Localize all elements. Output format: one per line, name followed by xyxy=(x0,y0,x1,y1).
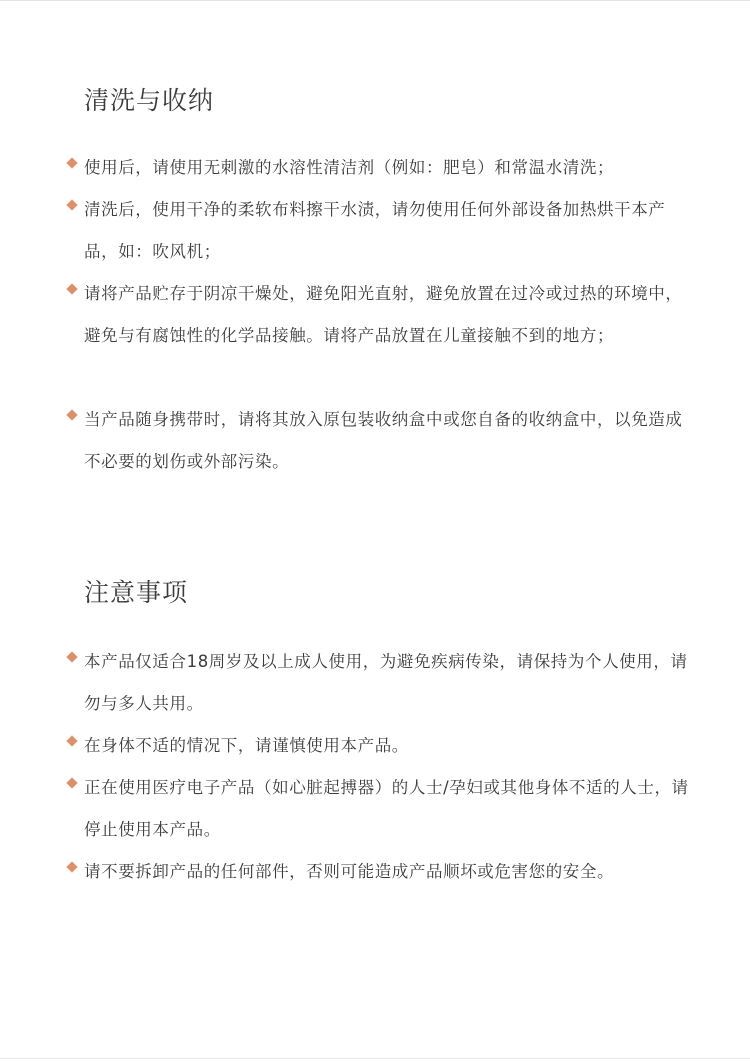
list-item-text: 正在使用医疗电子产品（如心脏起搏器）的人士/孕妇或其他身体不适的人士，请停止使用本产品。 xyxy=(84,778,689,839)
diamond-bullet-icon xyxy=(66,735,77,746)
diamond-bullet-icon xyxy=(66,409,77,420)
diamond-bullet-icon xyxy=(66,199,77,210)
list-item-text: 当产品随身携带时，请将其放入原包装收纳盒中或您自备的收纳盒中，以免造成不必要的划伤或外部污染。 xyxy=(84,410,683,471)
list-item-text: 本产品仅适合18周岁及以上成人使用，为避免疾病传染，请保持为个人使用，请勿与多人共用。 xyxy=(84,652,688,713)
list-item-text: 清洗后，使用干净的柔软布料擦干水渍，请勿使用任何外部设备加热烘干本产品，如：吹风机； xyxy=(84,200,666,261)
section-title-cleaning: 清洗与收纳 xyxy=(84,86,215,115)
section-title-precautions: 注意事项 xyxy=(84,578,189,607)
diamond-bullet-icon xyxy=(66,861,77,872)
diamond-bullet-icon xyxy=(66,777,77,788)
diamond-bullet-icon xyxy=(66,283,77,294)
diamond-bullet-icon xyxy=(66,157,77,168)
diamond-bullet-icon xyxy=(66,651,77,662)
bottom-divider xyxy=(0,1058,750,1059)
list-item-text: 请不要拆卸产品的任何部件，否则可能造成产品顺坏或危害您的安全。 xyxy=(84,862,615,881)
list-item-text: 在身体不适的情况下，请谨慎使用本产品。 xyxy=(84,736,409,755)
top-divider xyxy=(0,0,750,1)
list-item-text: 使用后，请使用无刺激的水溶性清洁剂（例如：肥皂）和常温水清洗； xyxy=(84,158,615,177)
list-item-text: 请将产品贮存于阴凉干燥处，避免阳光直射，避免放置在过冷或过热的环境中，避免与有腐蚀性的化学品接触。请将产品放置在儿童接触不到的地方； xyxy=(84,284,683,345)
